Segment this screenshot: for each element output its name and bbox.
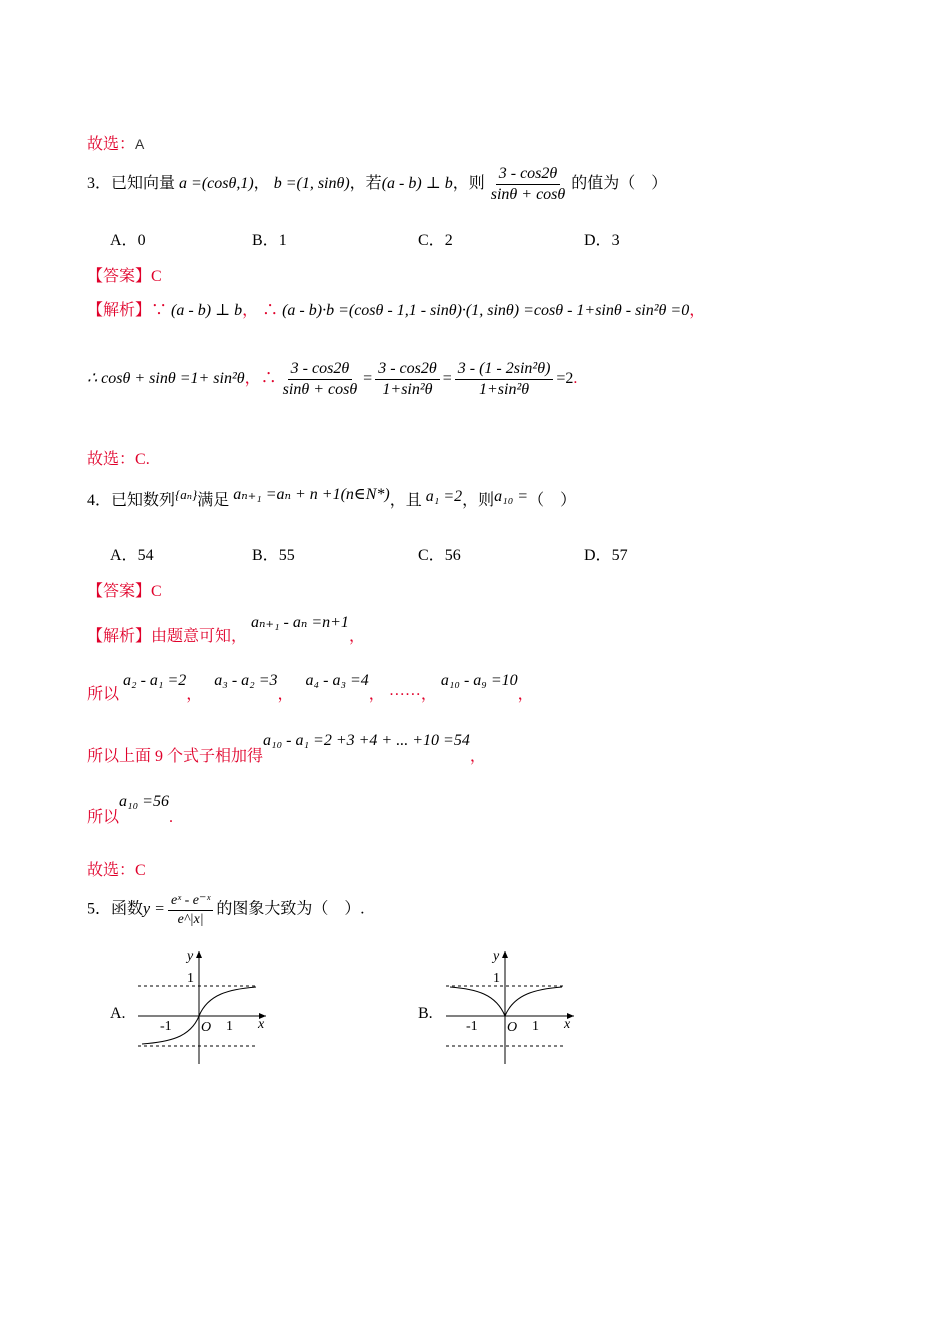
option-value: 57	[611, 547, 628, 564]
initial-value: a₁ =2	[425, 488, 463, 505]
sep: ，则	[462, 492, 495, 509]
option-value: 54	[137, 547, 154, 564]
perp-condition: (a - b) ⊥ b	[381, 175, 453, 193]
q4-option-b[interactable]	[252, 542, 295, 565]
sep: ，	[368, 686, 385, 703]
q3-fraction	[488, 165, 569, 204]
q3-select-line	[87, 446, 150, 469]
stem-text: 已知数列	[111, 492, 176, 509]
q3-analysis-line2	[87, 360, 577, 399]
q5-option-b-label[interactable]	[418, 1005, 433, 1023]
option-letter: D．	[584, 232, 612, 249]
option-letter: D．	[584, 547, 612, 564]
so-text: 所以	[87, 809, 120, 826]
sep: ，若	[349, 175, 382, 193]
sep: ，且	[389, 492, 422, 509]
math-expression: (a - b)·b =(cosθ - 1,1 - sinθ)·(1, sinθ) =cosθ - 1+sinθ - sin²θ =0	[282, 302, 690, 319]
q4-option-a[interactable]	[110, 542, 154, 565]
fraction	[455, 360, 554, 399]
math-expression: a₄ - a₃ =4	[305, 672, 369, 689]
q3-option-d[interactable]	[584, 227, 620, 250]
sep: ，	[689, 302, 706, 319]
neg-one-label: -1	[466, 1019, 478, 1034]
q4-select-line	[87, 857, 146, 880]
analysis-text: 由题意可知，	[151, 628, 248, 645]
select-label: 故选：	[87, 862, 136, 879]
math-expression: a₁₀ =56	[119, 793, 169, 810]
q5-stem	[87, 892, 364, 928]
one-label: 1	[187, 971, 194, 986]
origin-label: O	[201, 1020, 212, 1035]
equals: =	[363, 370, 373, 388]
select-label: 故选：	[87, 451, 136, 468]
q3-option-b[interactable]	[252, 227, 287, 250]
option-value: 0	[137, 232, 146, 249]
option-letter: A．	[110, 547, 138, 564]
q4-analysis-line3	[87, 732, 486, 766]
recurrence: aₙ₊₁ =aₙ + n +1(n∈N*)	[233, 486, 390, 503]
frac-numerator: eˣ - e⁻ˣ	[168, 892, 213, 911]
q3-answer	[87, 263, 162, 286]
sum-intro: 所以上面 9 个式子相加得	[87, 748, 264, 765]
frac-denominator: sinθ + cosθ	[282, 381, 358, 398]
stem-text: 满足	[197, 492, 230, 509]
origin-label: O	[507, 1020, 518, 1035]
period: .	[573, 370, 578, 388]
sep: ，	[469, 748, 486, 765]
pos-one-label: 1	[532, 1019, 539, 1034]
q4-option-d[interactable]	[584, 542, 628, 565]
because-symbol: ∵	[151, 302, 168, 319]
frac-denominator: sinθ + cosθ	[490, 186, 566, 203]
frac-denominator: 1+sin²θ	[479, 381, 530, 398]
q4-analysis-line2	[87, 672, 534, 704]
q3-option-a[interactable]	[110, 227, 146, 250]
frac-denominator: e^|x|	[177, 912, 204, 927]
question-number: 4．	[87, 492, 112, 509]
y-label: y	[187, 949, 194, 964]
q3-option-c[interactable]	[418, 227, 453, 250]
frac-numerator: 3 - (1 - 2sin²θ)	[455, 360, 554, 380]
math-expression: a₁₀ - a₉ =10	[440, 672, 518, 689]
sep: ，	[186, 686, 203, 703]
neg-one-label: -1	[160, 1019, 172, 1034]
sep: ，	[253, 175, 270, 193]
period: .	[168, 809, 173, 826]
ellipsis: ……	[388, 682, 421, 699]
frac-denominator: 1+sin²θ	[382, 381, 433, 398]
target: a₁₀ =	[494, 488, 529, 505]
y-arrow-icon	[502, 951, 508, 958]
q3-stem	[87, 165, 667, 204]
option-letter: C．	[418, 547, 445, 564]
pos-one-label: 1	[226, 1019, 233, 1034]
fraction	[280, 360, 361, 399]
curve-right	[505, 987, 562, 1016]
option-letter: B．	[252, 232, 279, 249]
option-letter: B．	[252, 547, 279, 564]
q4-analysis-line1	[87, 612, 365, 646]
select-value: C	[135, 862, 146, 879]
equals: =	[442, 370, 452, 388]
y-arrow-icon	[196, 951, 202, 958]
sep: ，	[348, 628, 365, 645]
stem-tail: 的值为（ ）	[571, 175, 668, 193]
analysis-label: 【解析】	[87, 302, 152, 319]
option-letter: B.	[418, 1005, 433, 1022]
y-label: y	[493, 949, 500, 964]
option-value: 1	[278, 232, 287, 249]
math-expression: ∴ cosθ + sinθ =1+ sin²θ	[87, 370, 245, 388]
curve-left	[450, 987, 505, 1016]
answer-value: C	[151, 268, 162, 285]
q5-option-a-label[interactable]	[110, 1005, 126, 1023]
so-text: 所以	[87, 686, 120, 703]
option-letter: A.	[110, 1005, 126, 1022]
q4-stem	[87, 484, 576, 510]
option-value: 2	[444, 232, 453, 249]
stem-text: 已知向量	[111, 175, 176, 193]
option-letter: A．	[110, 232, 138, 249]
answer-value: C	[151, 583, 162, 600]
therefore-symbol: ∴	[260, 370, 277, 388]
result: =2	[556, 370, 574, 388]
frac-numerator: 3 - cos2θ	[496, 165, 561, 185]
vector-b: b =(1, sinθ)	[273, 175, 350, 193]
math-expression: y =	[143, 900, 165, 918]
sep: ，	[517, 686, 534, 703]
analysis-label: 【解析】	[87, 628, 152, 645]
sep: ，	[244, 370, 261, 388]
sep: ，	[277, 686, 294, 703]
select-value: A	[135, 136, 145, 152]
frac-numerator: 3 - cos2θ	[288, 360, 353, 380]
math-expression: a₃ - a₂ =3	[214, 672, 278, 689]
sequence: {aₙ}	[175, 487, 198, 502]
option-letter: C．	[418, 232, 445, 249]
option-value: 3	[611, 232, 620, 249]
option-value: 55	[278, 547, 295, 564]
frac-numerator: 3 - cos2θ	[375, 360, 440, 380]
math-expression: a₂ - a₁ =2	[123, 672, 187, 689]
answer-label: 【答案】	[87, 268, 152, 285]
math-expression: a₁₀ - a₁ =2 +3 +4 + ... +10 =54	[263, 732, 470, 749]
question-number: 5．	[87, 900, 112, 918]
x-label: x	[258, 1017, 265, 1032]
sep: ，则	[452, 175, 485, 193]
question-number: 3．	[87, 175, 112, 193]
q4-analysis-line4	[87, 793, 173, 827]
answer-label: 【答案】	[87, 583, 152, 600]
math-expression: aₙ₊₁ - aₙ =n+1	[251, 614, 349, 631]
q3-analysis-line1	[87, 297, 705, 320]
select-label: 故选：	[87, 136, 136, 153]
q4-option-c[interactable]	[418, 542, 461, 565]
sep: ，	[242, 302, 259, 319]
q5-graph-a[interactable]	[138, 946, 273, 1066]
option-value: 56	[444, 547, 461, 564]
q5-fraction	[168, 892, 213, 928]
therefore-symbol: ∴	[262, 302, 279, 319]
vector-a: a =(cosθ,1)	[179, 175, 254, 193]
select-value: C.	[135, 451, 150, 468]
prev-select-line	[87, 131, 144, 154]
stem-text: 函数	[111, 900, 144, 918]
sep: ，	[420, 686, 437, 703]
q5-graph-b[interactable]	[446, 946, 581, 1066]
x-label: x	[564, 1017, 571, 1032]
q4-answer	[87, 578, 162, 601]
fraction	[375, 360, 440, 399]
math-expression: (a - b) ⊥ b	[171, 302, 243, 319]
one-label: 1	[493, 971, 500, 986]
stem-tail: 的图象大致为（ ）.	[216, 900, 365, 918]
stem-tail: （ ）	[528, 492, 577, 509]
